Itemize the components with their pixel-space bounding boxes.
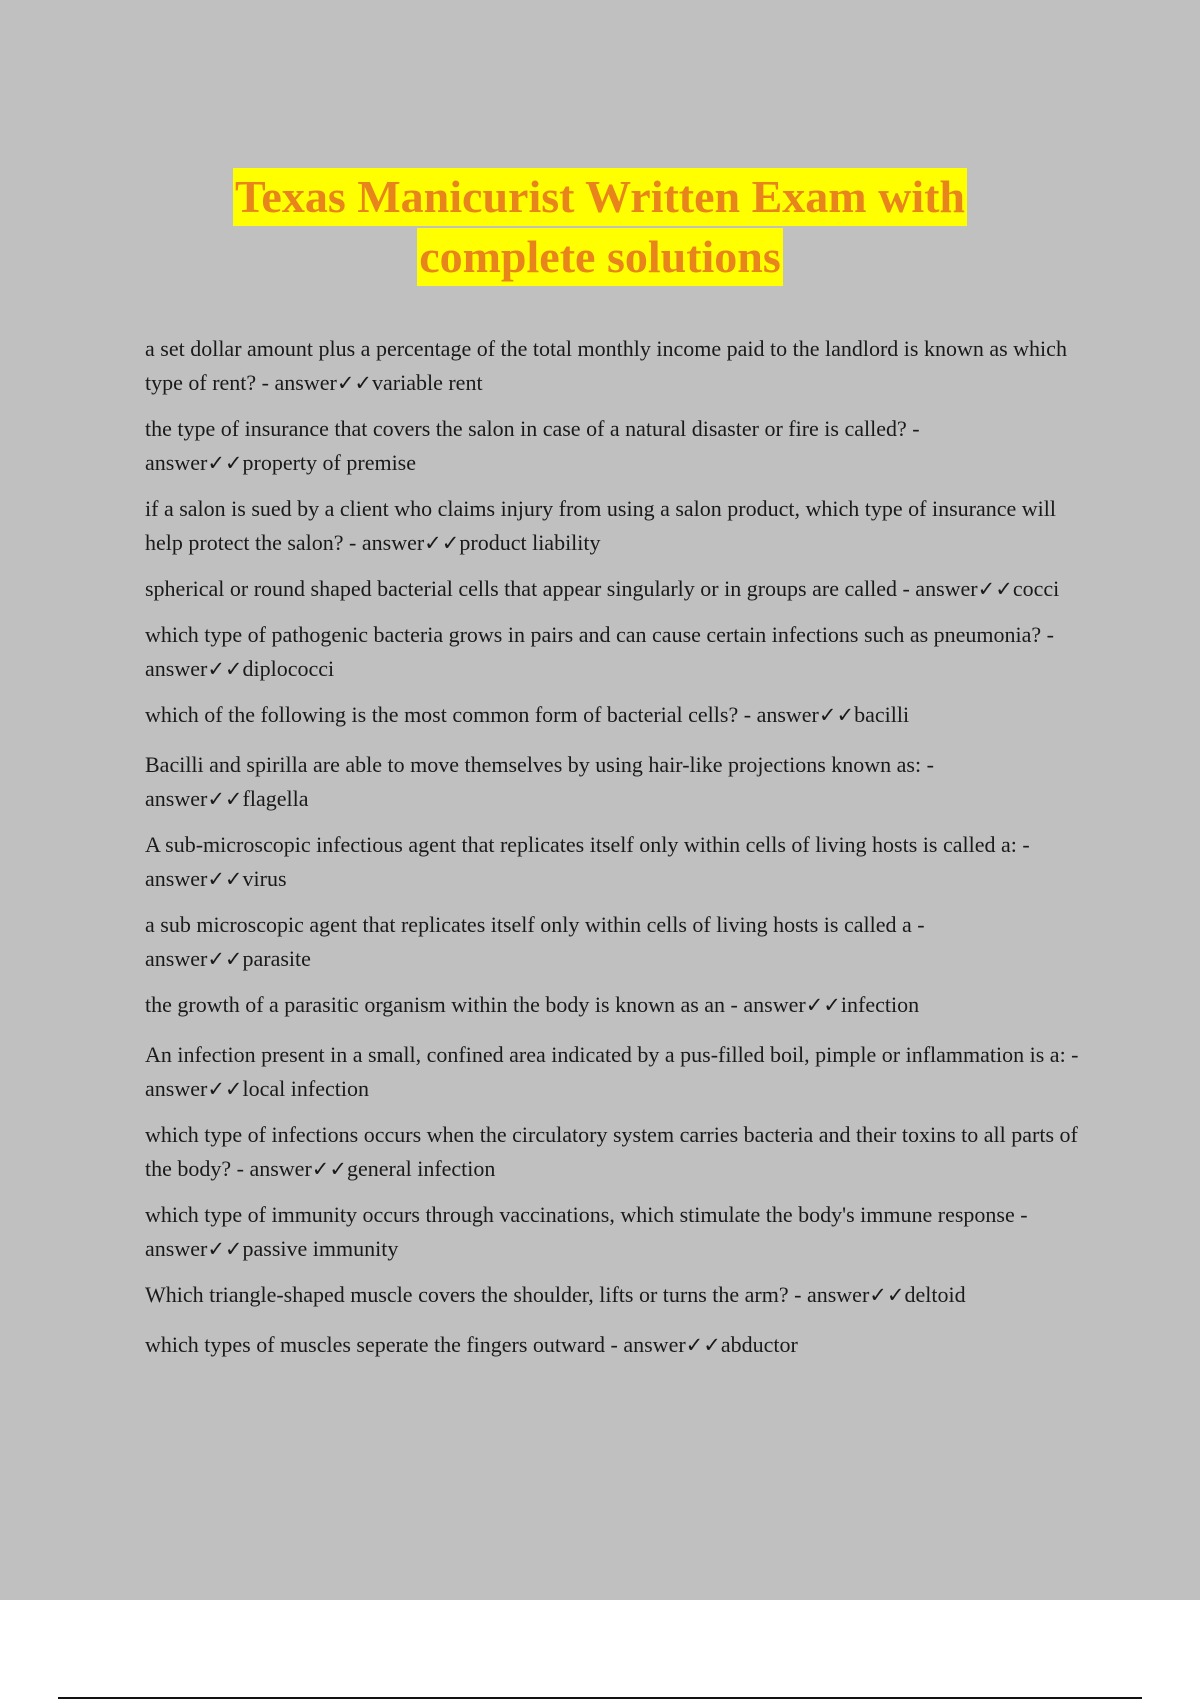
checkmark-icon: ✓✓ [311,1157,347,1181]
question-text: which type of pathogenic bacteria grows in pairs and can cause certain infections such as pneumonia? - answer [145,622,1054,681]
answer-text: property of premise [242,450,417,475]
checkmark-icon: ✓✓ [207,947,243,971]
checkmark-icon: ✓✓ [207,657,243,681]
question-text: An infection present in a small, confined area indicated by a pus-filled boil, pimple or inflammation is a: - answer [145,1042,1079,1101]
qa-item [145,1198,1085,1266]
checkmark-icon: ✓✓ [207,1237,243,1261]
qa-item [145,988,1085,1022]
qa-item [145,1278,1085,1312]
question-text: which of the following is the most common form of bacterial cells? - answer [145,702,819,727]
question-text: spherical or round shaped bacterial cells that appear singularly or in groups are called - answer [145,576,978,601]
question-text: a set dollar amount plus a percentage of the total monthly income paid to the landlord is known as which type of rent? - answer [145,336,1067,395]
answer-text: diplococci [242,656,335,681]
qa-item [145,908,1085,976]
answer-text: virus [242,866,287,891]
question-answer-list [145,332,1085,1378]
answer-text: abductor [720,1332,798,1357]
qa-item [145,572,1085,606]
checkmark-icon: ✓✓ [424,531,460,555]
answer-text: flagella [242,786,309,811]
qa-item [145,1118,1085,1186]
question-text: A sub-microscopic infectious agent that replicates itself only within cells of living hosts is called a: - answer [145,832,1030,891]
answer-text: deltoid [904,1282,966,1307]
answer-text: cocci [1012,576,1060,601]
qa-item [145,618,1085,686]
checkmark-icon: ✓✓ [818,703,855,727]
answer-text: variable rent [372,370,483,395]
qa-item [145,492,1085,560]
answer-text: infection [840,992,920,1017]
answer-text: general infection [346,1156,496,1181]
question-text: which types of muscles seperate the fingers outward - answer [145,1332,686,1357]
answer-text: product liability [459,530,601,555]
question-text: which type of infections occurs when the circulatory system carries bacteria and their toxins to all parts of the body? - answer [145,1122,1078,1181]
footer-divider [58,1697,1142,1699]
question-text: Bacilli and spirilla are able to move themselves by using hair-like projections known as: - answer [145,752,934,811]
checkmark-icon: ✓✓ [207,1077,243,1101]
question-text: a sub microscopic agent that replicates itself only within cells of living hosts is called a - answer [145,912,925,971]
qa-item [145,332,1085,400]
answer-text: bacilli [854,702,910,727]
checkmark-icon: ✓✓ [207,451,243,475]
title-line-2: complete solutions [417,228,783,286]
qa-item [145,698,1085,732]
checkmark-icon: ✓✓ [207,787,243,811]
checkmark-icon: ✓✓ [805,993,841,1017]
question-text: the type of insurance that covers the salon in case of a natural disaster or fire is called? - answer [145,416,920,475]
checkmark-icon: ✓✓ [977,577,1013,601]
document-title [0,168,1200,286]
checkmark-icon: ✓✓ [207,867,243,891]
qa-item [145,1038,1085,1106]
checkmark-icon: ✓✓ [336,371,373,395]
question-text: if a salon is sued by a client who claims injury from using a salon product, which type of insurance will help protect the salon? - answer [145,496,1056,555]
question-text: which type of immunity occurs through vaccinations, which stimulate the body's immune response - answer [145,1202,1028,1261]
question-text: the growth of a parasitic organism within the body is known as an - answer [145,992,806,1017]
title-line-1: Texas Manicurist Written Exam with [233,168,967,226]
question-text: Which triangle-shaped muscle covers the shoulder, lifts or turns the arm? - answer [145,1282,870,1307]
qa-item [145,1328,1085,1362]
answer-text: parasite [242,946,311,971]
qa-item [145,828,1085,896]
qa-item [145,412,1085,480]
answer-text: passive immunity [242,1236,399,1261]
checkmark-icon: ✓✓ [685,1333,721,1357]
answer-text: local infection [242,1076,369,1101]
checkmark-icon: ✓✓ [869,1283,905,1307]
qa-item [145,748,1085,816]
